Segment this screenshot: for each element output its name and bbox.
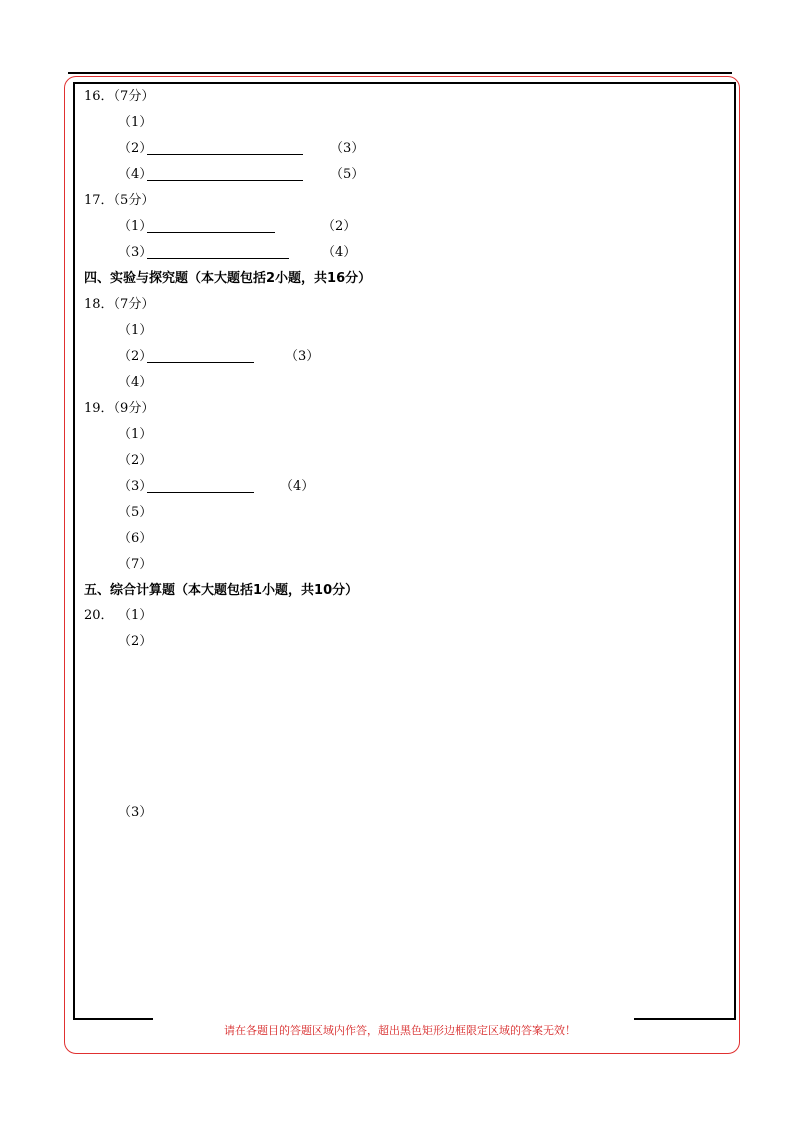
q19-part6-label: （6） [118,531,153,546]
q18-part2-answer-blank[interactable] [147,362,254,363]
answer-area-black-border [73,82,736,1019]
q17-part1-answer-blank[interactable] [147,232,275,233]
q19-part2-label: （2） [118,453,153,468]
q18-part1-label: （1） [118,323,153,338]
q18-part2-label: （2） [118,349,153,364]
q17-part4-label: （4） [322,245,357,260]
section5-heading: 五、综合计算题（本大题包括1小题，共10分） [84,583,359,598]
footer-warning: 请在各题目的答题区域内作答，超出黑色矩形边框限定区域的答案无效！ [224,1024,576,1037]
q16-part2-label: （2） [118,141,153,156]
q19-part5-label: （5） [118,505,153,520]
bottom-border-right-segment [634,1018,736,1020]
q16-part4-label: （4） [118,167,153,182]
q17-part1-label: （1） [118,219,153,234]
section4-heading: 四、实验与探究题（本大题包括2小题，共16分） [84,271,372,286]
q19-title: 19．（9分） [84,401,155,416]
q16-part5-label: （5） [330,167,365,182]
q16-part3-label: （3） [330,141,365,156]
top-rule [68,72,732,74]
q20-part2-label: （2） [118,634,153,649]
q19-part7-label: （7） [118,557,153,572]
q19-part1-label: （1） [118,427,153,442]
q16-title: 16．（7分） [84,89,155,104]
q16-part2-answer-blank[interactable] [147,154,303,155]
q19-part4-label: （4） [280,479,315,494]
q19-part3-label: （3） [118,479,153,494]
q18-part4-label: （4） [118,375,153,390]
q20-part3-label: （3） [118,805,153,820]
q18-part3-label: （3） [285,349,320,364]
q17-part2-label: （2） [322,219,357,234]
bottom-border-left-segment [73,1018,153,1020]
q17-part3-label: （3） [118,245,153,260]
q19-part3-answer-blank[interactable] [147,492,254,493]
q20-title: 20． [84,608,114,623]
q20-part1-label: （1） [118,608,153,623]
q17-part3-answer-blank[interactable] [147,258,289,259]
q17-title: 17．（5分） [84,193,155,208]
q18-title: 18．（7分） [84,297,155,312]
q16-part1-label: （1） [118,115,153,130]
q16-part4-answer-blank[interactable] [147,180,303,181]
